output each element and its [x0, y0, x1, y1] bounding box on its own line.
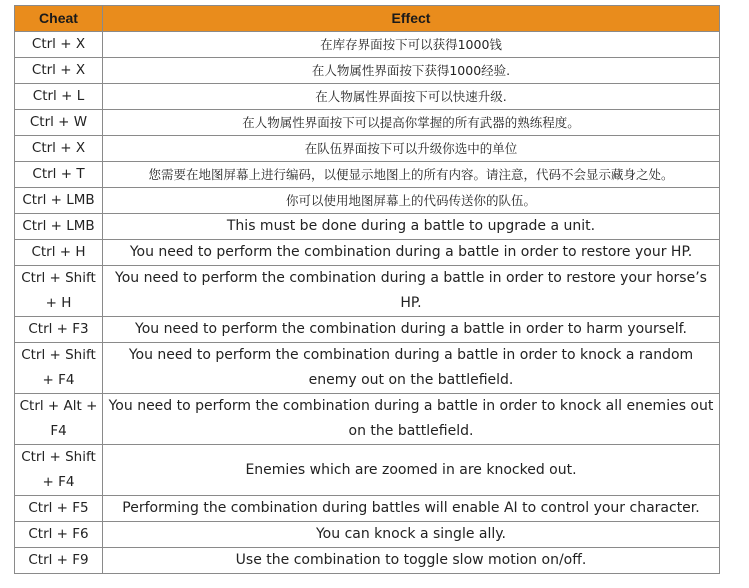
effect-cell: 你可以使用地图屏幕上的代码传送你的队伍。	[103, 188, 720, 214]
effect-cell: 在库存界面按下可以获得1000钱	[103, 32, 720, 58]
table-row	[15, 58, 720, 84]
table-row	[15, 84, 720, 110]
cheat-key-cell: Ctrl + F3	[15, 317, 103, 343]
table-row	[15, 394, 720, 445]
cheat-key-cell: Ctrl + Shift + F4	[15, 445, 103, 496]
effect-cell: You need to perform the combination during a battle in order to restore your HP.	[103, 240, 720, 266]
cheat-key-cell: Ctrl + F6	[15, 522, 103, 548]
table-row	[15, 317, 720, 343]
cheat-key-cell: Ctrl + H	[15, 240, 103, 266]
table-row	[15, 445, 720, 496]
cheat-key-cell: Ctrl + X	[15, 136, 103, 162]
table-row	[15, 32, 720, 58]
effect-cell: You need to perform the combination during a battle in order to knock a random enemy out on the battlefield.	[103, 343, 720, 394]
table-row	[15, 214, 720, 240]
effect-cell: 在队伍界面按下可以升级你选中的单位	[103, 136, 720, 162]
effect-cell: You can knock a single ally.	[103, 522, 720, 548]
cheat-key-cell: Ctrl + Shift + F4	[15, 343, 103, 394]
cheat-key-cell: Ctrl + F5	[15, 496, 103, 522]
effect-cell: This must be done during a battle to upgrade a unit.	[103, 214, 720, 240]
header-effect: Effect	[103, 6, 720, 32]
table-row	[15, 188, 720, 214]
cheat-key-cell: Ctrl + W	[15, 110, 103, 136]
cheat-key-cell: Ctrl + F9	[15, 548, 103, 574]
cheat-key-cell: Ctrl + LMB	[15, 188, 103, 214]
table-row	[15, 548, 720, 574]
table-row	[15, 343, 720, 394]
table-row	[15, 496, 720, 522]
cheat-key-cell: Ctrl + Alt + F4	[15, 394, 103, 445]
effect-cell: Use the combination to toggle slow motion on/off.	[103, 548, 720, 574]
cheat-key-cell: Ctrl + T	[15, 162, 103, 188]
table-body	[15, 32, 720, 574]
table-row	[15, 522, 720, 548]
table-row	[15, 136, 720, 162]
cheat-key-cell: Ctrl + L	[15, 84, 103, 110]
header-cheat: Cheat	[15, 6, 103, 32]
table-row	[15, 266, 720, 317]
cheat-key-cell: Ctrl + X	[15, 58, 103, 84]
table-header-row	[15, 6, 720, 32]
effect-cell: 您需要在地图屏幕上进行编码，以便显示地图上的所有内容。请注意，代码不会显示藏身之处。	[103, 162, 720, 188]
effect-cell: You need to perform the combination during a battle in order to knock all enemies out on the battlefield.	[103, 394, 720, 445]
effect-cell: You need to perform the combination during a battle in order to restore your horse’s HP.	[103, 266, 720, 317]
table-row	[15, 110, 720, 136]
cheat-key-cell: Ctrl + X	[15, 32, 103, 58]
cheat-key-cell: Ctrl + Shift + H	[15, 266, 103, 317]
table-row	[15, 240, 720, 266]
effect-cell: Performing the combination during battles will enable AI to control your character.	[103, 496, 720, 522]
effect-cell: You need to perform the combination during a battle in order to harm yourself.	[103, 317, 720, 343]
effect-cell: 在人物属性界面按下可以快速升级.	[103, 84, 720, 110]
cheat-key-cell: Ctrl + LMB	[15, 214, 103, 240]
table-row	[15, 162, 720, 188]
cheat-table	[14, 5, 720, 574]
effect-cell: 在人物属性界面按下可以提高你掌握的所有武器的熟练程度。	[103, 110, 720, 136]
effect-cell: 在人物属性界面按下获得1000经验.	[103, 58, 720, 84]
effect-cell: Enemies which are zoomed in are knocked out.	[103, 445, 720, 496]
